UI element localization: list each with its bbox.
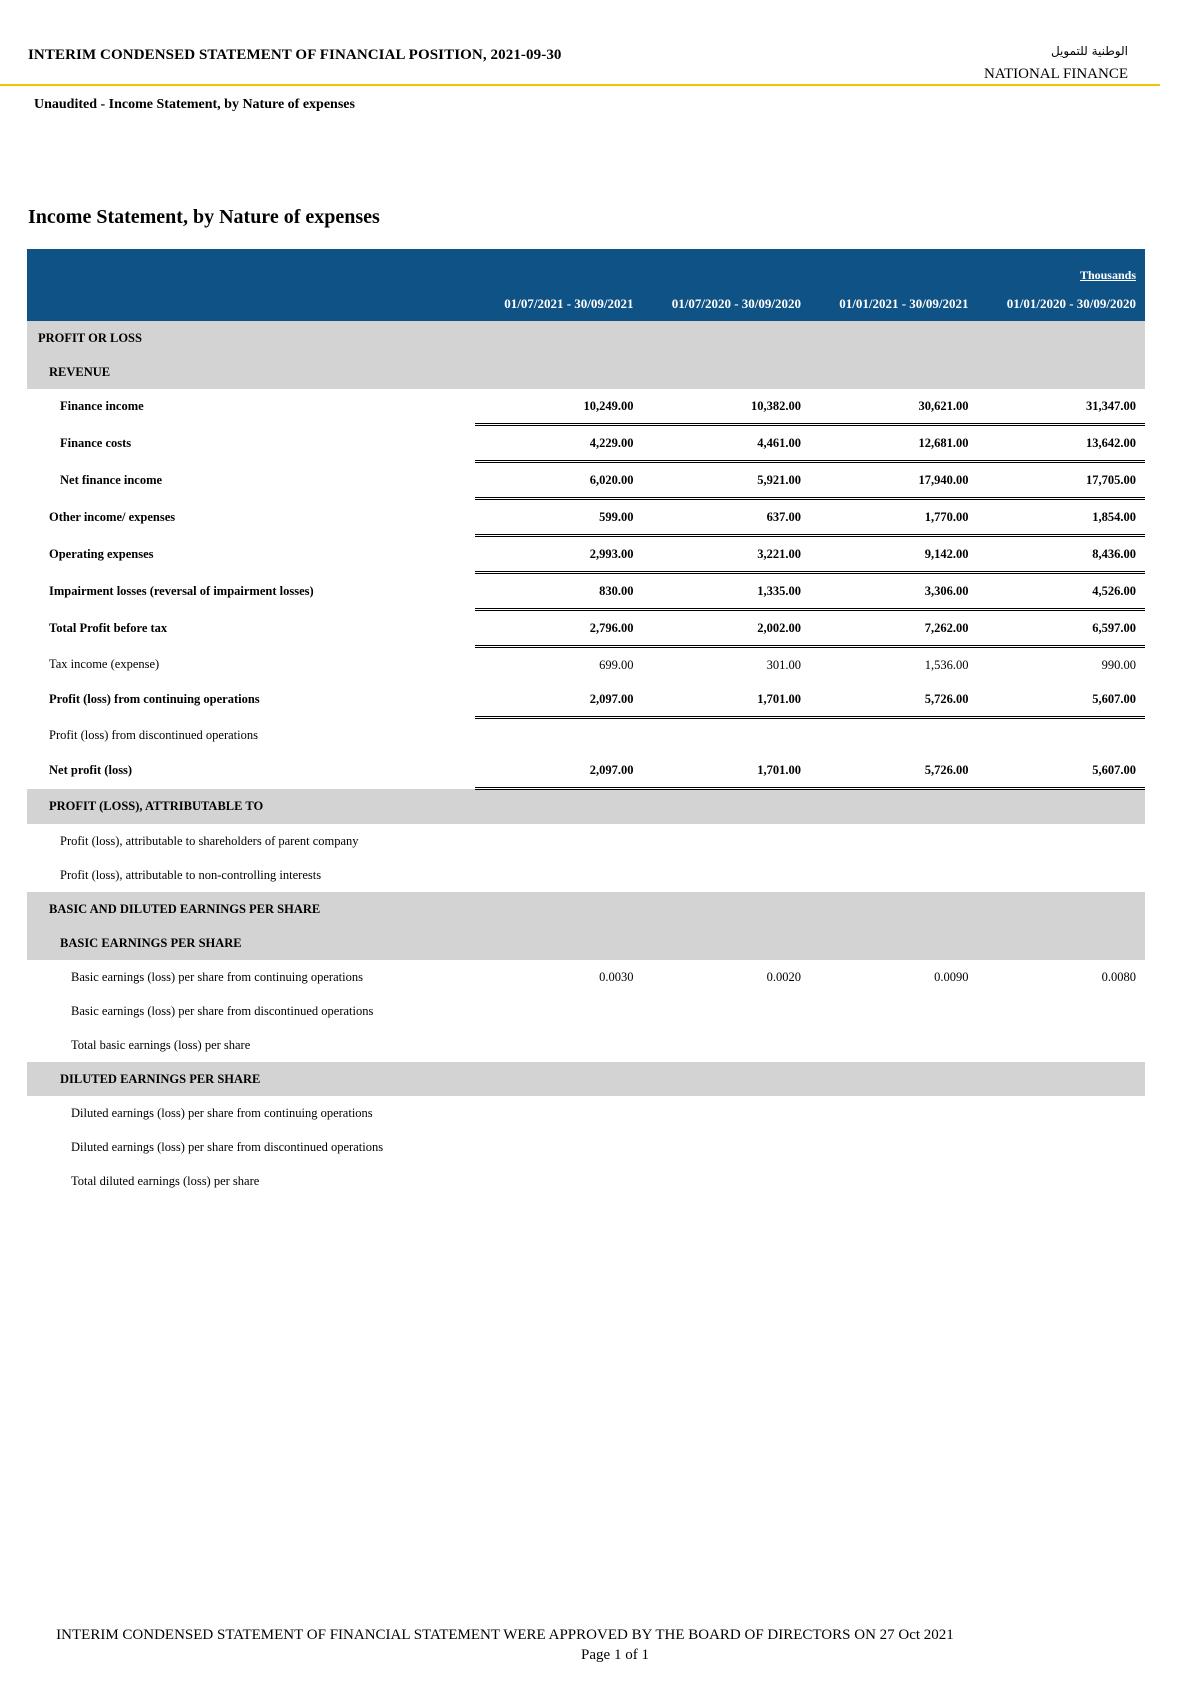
row-label: Diluted earnings (loss) per share from discontinued operations [71, 1139, 384, 1154]
section-row [27, 321, 1145, 355]
cell-value: 7,262.00 [810, 610, 978, 647]
cell-value: 3,306.00 [810, 573, 978, 610]
cell-value: 301.00 [766, 657, 801, 672]
row-label: Profit (loss), attributable to shareholders of parent company [60, 833, 359, 848]
cell-value: 5,607.00 [978, 753, 1146, 789]
table-row [27, 1164, 1145, 1198]
row-label: REVENUE [27, 355, 475, 389]
cell-value: 12,681.00 [810, 425, 978, 462]
cell-value: 5,726.00 [810, 753, 978, 789]
column-header: 01/01/2020 - 30/09/2020 [978, 287, 1146, 321]
row-label: BASIC AND DILUTED EARNINGS PER SHARE [27, 892, 475, 926]
cell-value: 2,796.00 [475, 610, 643, 647]
cell-value: 6,020.00 [475, 462, 643, 499]
section-row [27, 892, 1145, 926]
cell-value: 13,642.00 [978, 425, 1146, 462]
row-label: Profit (loss), attributable to non-controlling interests [60, 867, 322, 882]
table-row [27, 389, 1145, 425]
table-row [27, 1028, 1145, 1062]
row-label: Finance income [60, 399, 144, 414]
row-label: Finance costs [60, 435, 132, 450]
report-subtitle: Unaudited - Income Statement, by Nature of expenses [34, 97, 355, 112]
cell-value: 30,621.00 [810, 389, 978, 425]
cell-value: 2,097.00 [475, 753, 643, 789]
table-row [27, 718, 1145, 754]
row-label: DILUTED EARNINGS PER SHARE [27, 1062, 475, 1096]
table-unit-row [27, 249, 1145, 287]
cell-value: 637.00 [643, 499, 811, 536]
cell-value: 4,229.00 [475, 425, 643, 462]
table-row [27, 536, 1145, 573]
brand-name: NATIONAL FINANCE [983, 66, 1128, 82]
cell-value: 2,002.00 [643, 610, 811, 647]
row-label: PROFIT (LOSS), ATTRIBUTABLE TO [27, 789, 475, 825]
row-label: Net profit (loss) [49, 763, 133, 778]
section-row [27, 926, 1145, 960]
cell-value: 9,142.00 [810, 536, 978, 573]
table-header-row [27, 287, 1145, 321]
column-header: 01/07/2021 - 30/09/2021 [475, 287, 643, 321]
table-row [27, 1130, 1145, 1164]
table-row [27, 858, 1145, 892]
approval-note: INTERIM CONDENSED STATEMENT OF FINANCIAL STATEMENT WERE APPROVED BY THE BOARD OF DIRECTORS ON 27 Oct 2021 [56, 1627, 954, 1643]
table-row [27, 960, 1145, 994]
cell-value: 17,705.00 [978, 462, 1146, 499]
row-label: Operating expenses [49, 546, 154, 561]
cell-value: 4,526.00 [978, 573, 1146, 610]
cell-value: 5,726.00 [810, 682, 978, 718]
row-label: Profit (loss) from discontinued operations [49, 727, 258, 742]
cell-value: 31,347.00 [978, 389, 1146, 425]
cell-value: 4,461.00 [643, 425, 811, 462]
table-row [27, 647, 1145, 683]
section-title: Income Statement, by Nature of expenses [28, 206, 380, 228]
table-row [27, 425, 1145, 462]
row-label: BASIC EARNINGS PER SHARE [27, 926, 475, 960]
document-title: INTERIM CONDENSED STATEMENT OF FINANCIAL POSITION, 2021-09-30 [28, 47, 562, 63]
column-header: 01/01/2021 - 30/09/2021 [810, 287, 978, 321]
row-label: Diluted earnings (loss) per share from continuing operations [71, 1105, 373, 1120]
table-row [27, 824, 1145, 858]
cell-value: 1,854.00 [978, 499, 1146, 536]
row-label: Other income/ expenses [49, 509, 176, 524]
row-label: Basic earnings (loss) per share from continuing operations [71, 969, 363, 984]
page-number: Page 1 of 1 [581, 1647, 649, 1663]
cell-value: 0.0020 [766, 969, 801, 984]
cell-value: 0.0090 [934, 969, 969, 984]
unit-label[interactable]: Thousands [1079, 268, 1136, 282]
table-row [27, 462, 1145, 499]
section-row [27, 355, 1145, 389]
section-row [27, 789, 1145, 825]
cell-value: 17,940.00 [810, 462, 978, 499]
cell-value: 0.0080 [1101, 969, 1136, 984]
cell-value: 1,701.00 [643, 682, 811, 718]
row-label: Profit (loss) from continuing operations [49, 692, 260, 707]
cell-value: 1,701.00 [643, 753, 811, 789]
row-label: Basic earnings (loss) per share from discontinued operations [71, 1003, 374, 1018]
income-statement-table [27, 249, 1145, 1198]
row-label: Total basic earnings (loss) per share [71, 1037, 251, 1052]
table-row [27, 682, 1145, 718]
cell-value: 2,993.00 [475, 536, 643, 573]
cell-value: 3,221.00 [643, 536, 811, 573]
cell-value: 599.00 [475, 499, 643, 536]
cell-value: 5,921.00 [643, 462, 811, 499]
table-row [27, 753, 1145, 789]
row-label: Tax income (expense) [49, 656, 160, 671]
row-label: Net finance income [60, 472, 163, 487]
table-row [27, 573, 1145, 610]
cell-value: 699.00 [599, 657, 634, 672]
cell-value: 5,607.00 [978, 682, 1146, 718]
cell-value: 1,335.00 [643, 573, 811, 610]
cell-value: 2,097.00 [475, 682, 643, 718]
table-row [27, 499, 1145, 536]
column-header: 01/07/2020 - 30/09/2020 [643, 287, 811, 321]
cell-value: 0.0030 [599, 969, 634, 984]
table-row [27, 610, 1145, 647]
table-row [27, 994, 1145, 1028]
header-divider [0, 84, 1160, 86]
cell-value: 830.00 [475, 573, 643, 610]
cell-value: 1,770.00 [810, 499, 978, 536]
cell-value: 10,382.00 [643, 389, 811, 425]
cell-value: 6,597.00 [978, 610, 1146, 647]
table-row [27, 1096, 1145, 1130]
cell-value: 990.00 [1101, 657, 1136, 672]
row-label: PROFIT OR LOSS [27, 321, 475, 355]
cell-value: 10,249.00 [475, 389, 643, 425]
row-label: Impairment losses (reversal of impairment losses) [49, 583, 314, 598]
row-label: Total diluted earnings (loss) per share [71, 1173, 260, 1188]
brand-name-arabic: الوطنية للتمويل [1050, 44, 1128, 58]
cell-value: 1,536.00 [924, 657, 969, 672]
cell-value: 8,436.00 [978, 536, 1146, 573]
row-label: Total Profit before tax [49, 620, 168, 635]
section-row [27, 1062, 1145, 1096]
